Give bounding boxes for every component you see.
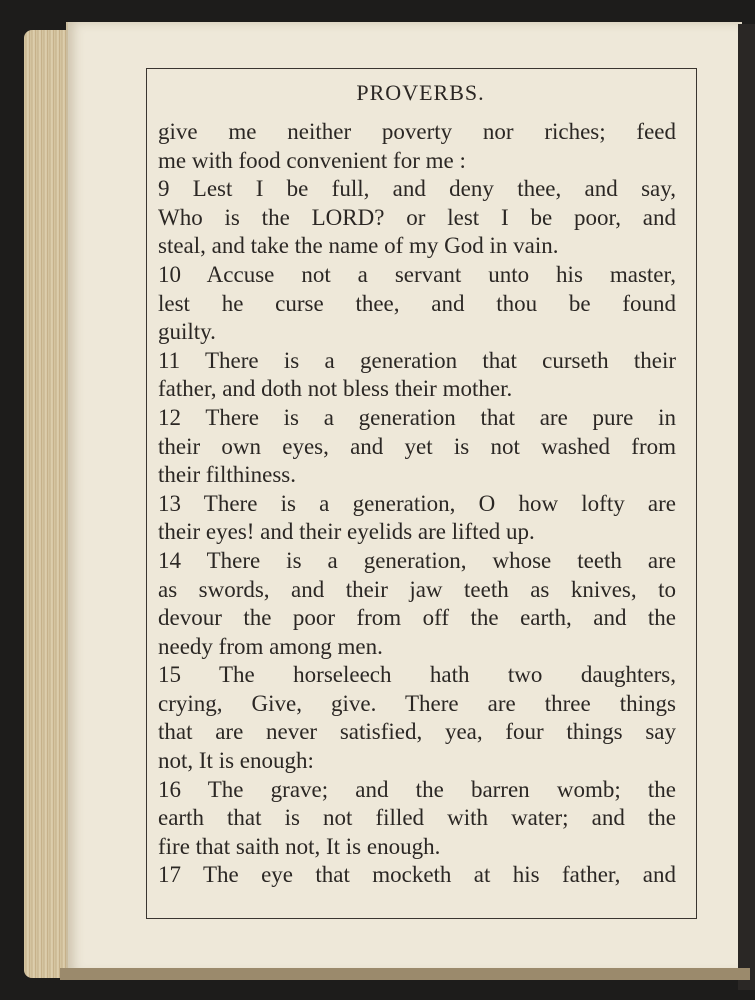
text-line: not, It is enough: (158, 748, 314, 774)
text-line: 14 There is a generation, whose teeth are (158, 547, 676, 573)
text-line: give me neither poverty nor riches; feed (158, 119, 676, 144)
text-line: 15 The horseleech hath two daughters, (158, 662, 676, 688)
text-line: 10 Accuse not a servant unto his master, (158, 261, 676, 287)
scripture-text (158, 118, 676, 890)
text-line: 12 There is a generation that are pure in (158, 404, 676, 430)
text-line: Who is the LORD? or lest I be poor, and (158, 204, 676, 230)
running-head: PROVERBS. (356, 80, 485, 105)
text-line: lest he curse thee, and thou be found (158, 290, 676, 316)
text-line: me with food convenient for me : (158, 147, 466, 173)
page-bottom-edge (60, 968, 750, 980)
text-line: 9 Lest I be full, and deny thee, and say, (158, 176, 676, 202)
text-line: crying, Give, give. There are three things (158, 690, 676, 716)
text-line: 17 The eye that mocketh at his father, and (158, 862, 676, 888)
text-line: guilty. (158, 319, 216, 345)
text-line: 11 There is a generation that curseth their (158, 347, 676, 373)
text-line: steal, and take the name of my God in vain. (158, 233, 559, 259)
text-line: 13 There is a generation, O how lofty are (158, 490, 676, 516)
text-line: devour the poor from off the earth, and the (158, 605, 676, 631)
text-line: 16 The grave; and the barren womb; the (158, 776, 676, 802)
text-line: that are never satisfied, yea, four things say (158, 719, 676, 745)
text-line: father, and doth not bless their mother. (158, 376, 513, 402)
text-line: needy from among men. (158, 633, 383, 659)
text-line: fire that saith not, It is enough. (158, 833, 441, 859)
text-line: earth that is not filled with water; and the (158, 805, 676, 831)
text-line: as swords, and their jaw teeth as knives, to (158, 576, 676, 602)
text-line: their own eyes, and yet is not washed from (158, 433, 676, 459)
text-line: their eyes! and their eyelids are lifted up. (158, 519, 535, 545)
background-strip (738, 24, 755, 990)
text-line: their filthiness. (158, 462, 296, 488)
